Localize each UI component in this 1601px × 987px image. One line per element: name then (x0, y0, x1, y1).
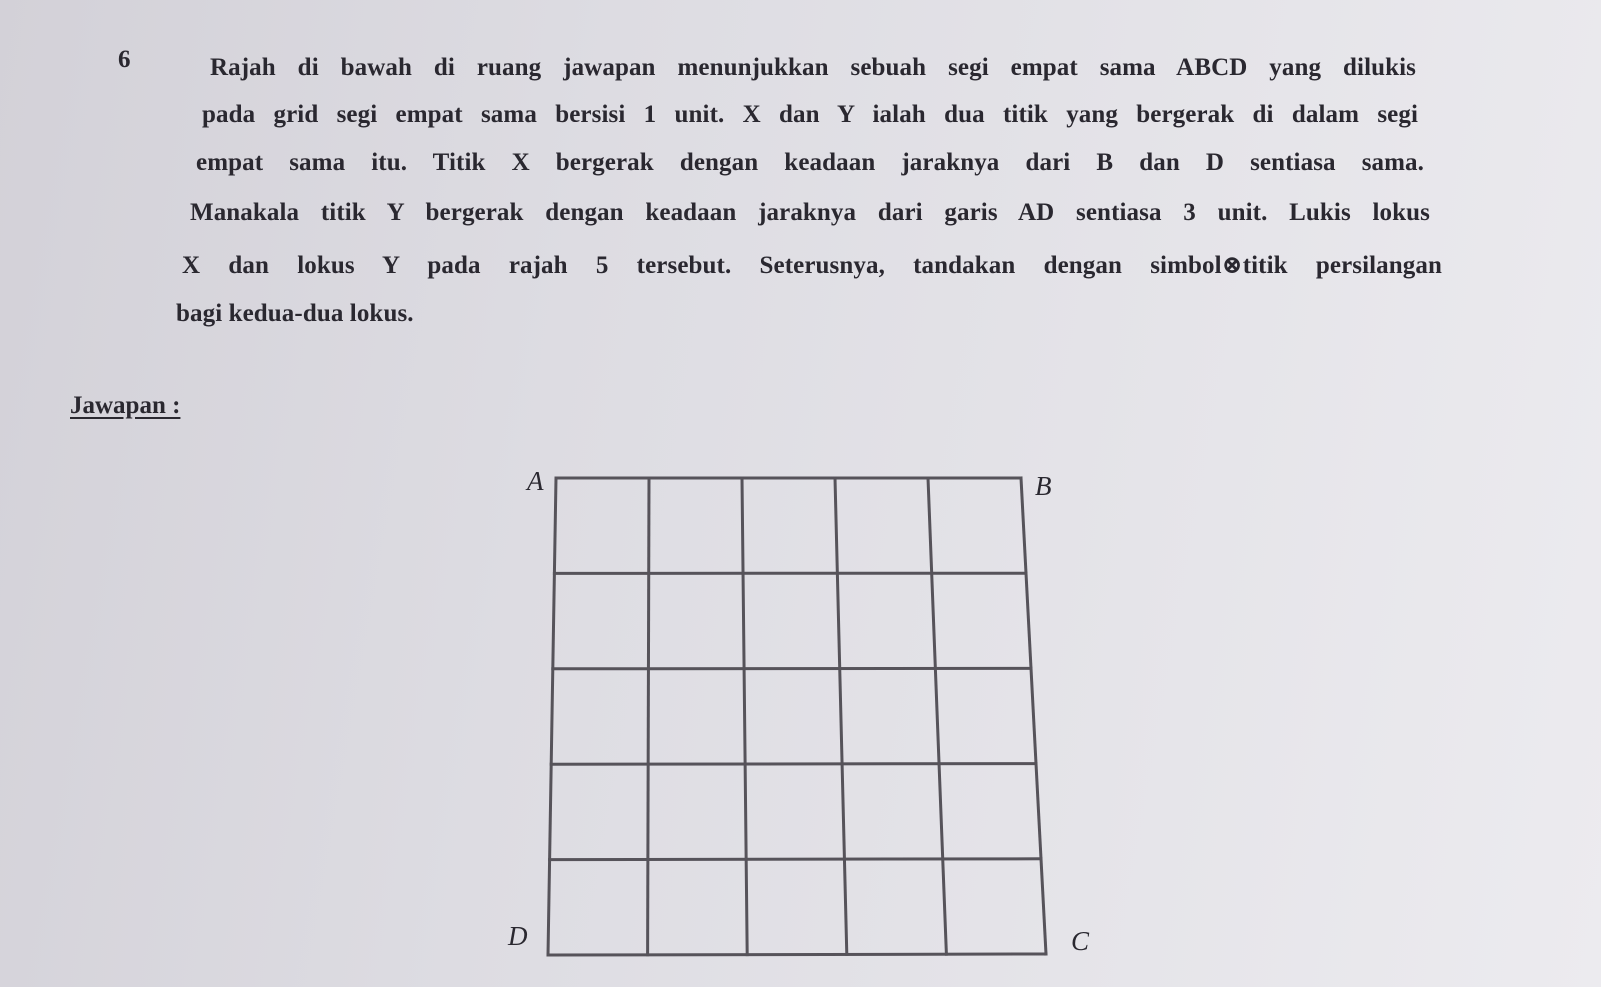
grid-vertical-line (928, 478, 946, 954)
grid-vertical-line (742, 478, 747, 955)
vertex-label-d: D (508, 921, 528, 951)
question-text-line-1: Rajah di bawah di ruang jawapan menunjukkan sebuah segi empat sama ABCD yang dilukis (210, 54, 1416, 81)
vertex-label-a: A (527, 466, 544, 496)
grid-vertical-line (1021, 478, 1046, 954)
grid-vertical-line (648, 478, 649, 955)
grid-lines (548, 478, 1046, 955)
answer-label: Jawapan : (70, 392, 181, 419)
grid-vertical-line (835, 478, 847, 954)
question-text-line-3: empat sama itu. Titik X bergerak dengan keadaan jaraknya dari B dan D sentiasa sama. (196, 149, 1424, 176)
grid-horizontal-line (550, 859, 1041, 860)
grid-horizontal-line (548, 954, 1046, 955)
vertex-label-c: C (1071, 926, 1090, 956)
vertex-label-b: B (1035, 471, 1052, 501)
question-text-line-5: X dan lokus Y pada rajah 5 tersebut. Seterusnya, tandakan dengan simbol⊗titik persilangan (182, 252, 1442, 279)
grid-horizontal-line (551, 764, 1036, 765)
question-number: 6 (118, 46, 131, 73)
question-text-line-4: Manakala titik Y bergerak dengan keadaan jaraknya dari garis AD sentiasa 3 unit. Lukis lokus (190, 199, 1430, 226)
question-text-line-6: bagi kedua-dua lokus. (176, 300, 414, 327)
question-text-line-2: pada grid segi empat sama bersisi 1 unit. X dan Y ialah dua titik yang bergerak di dalam segi (202, 101, 1418, 128)
grid-vertical-line (548, 478, 556, 955)
